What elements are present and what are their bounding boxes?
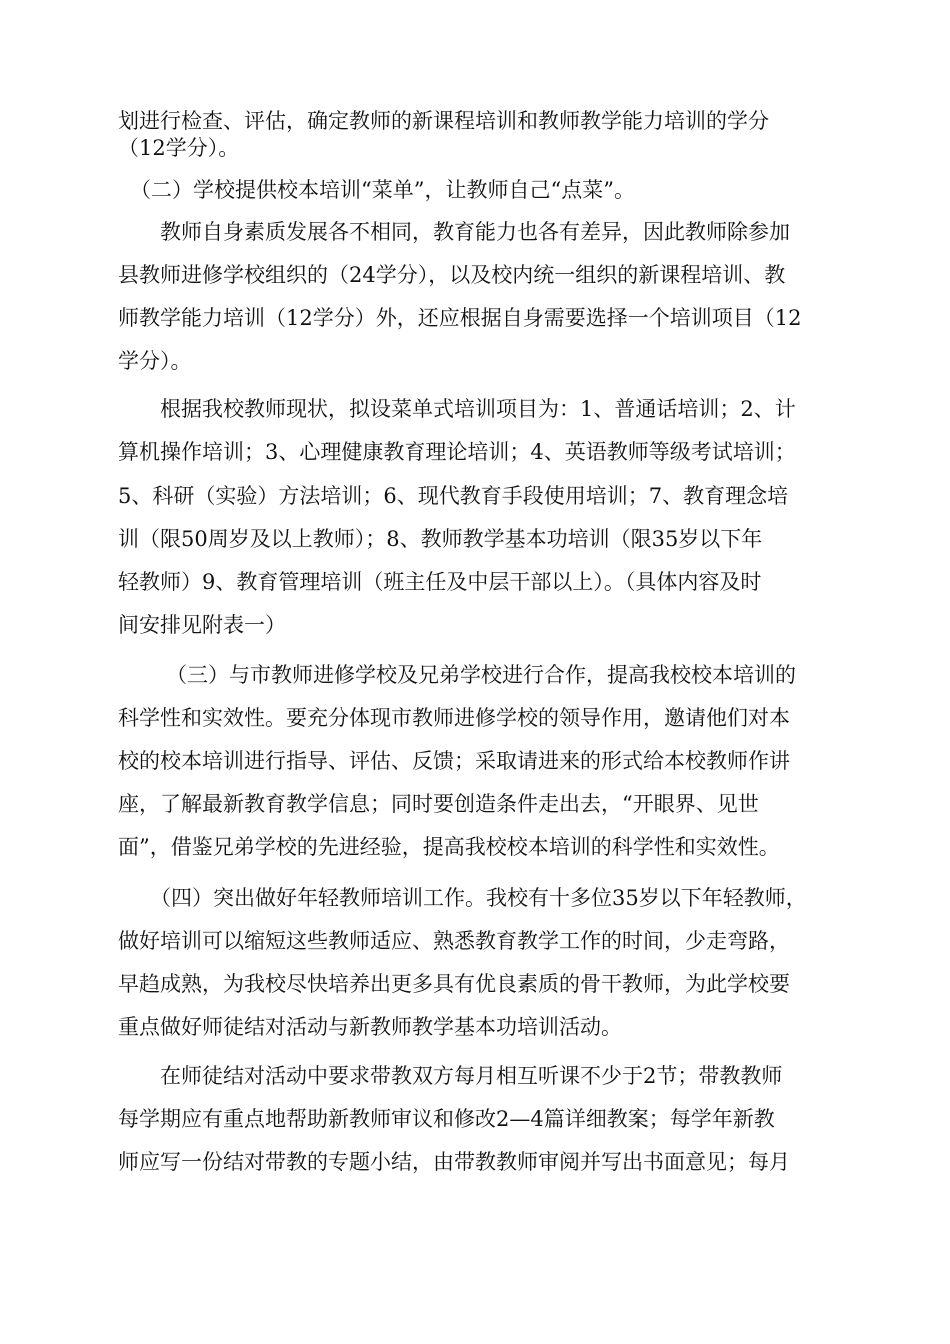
text-line: 轻教师）9、教育管理培训（班主任及中层干部以上）。（具体内容及时 (118, 570, 762, 594)
text-line: 师应写一份结对带教的专题小结，由带教教师审阅并写出书面意见；每月 (118, 1150, 790, 1174)
text-line: 座，了解最新教育教学信息；同时要创造条件走出去，“开眼界、见世 (118, 792, 759, 816)
text-line: 根据我校教师现状，拟设菜单式培训项目为：1、普通话培训；2、计 (160, 397, 796, 421)
text-line: 师教学能力培训（12学分）外，还应根据自身需要选择一个培训项目（12 (118, 306, 802, 330)
section-heading: （三）与市教师进修学校及兄弟学校进行合作，提高我校校本培训的 (166, 663, 796, 687)
section-heading: （二）学校提供校本培训“菜单”，让教师自己“点菜”。 (130, 178, 635, 202)
text-line: 面”，借鉴兄弟学校的先进经验，提高我校校本培训的科学性和实效性。 (118, 835, 780, 859)
text-line: 县教师进修学校组织的（24学分），以及校内统一组织的新课程培训、教 (118, 263, 786, 287)
text-line: 学分）。 (118, 349, 192, 373)
text-line: 教师自身素质发展各不相同，教育能力也各有差异，因此教师除参加 (160, 220, 790, 244)
text-line: 每学期应有重点地帮助新教师审议和修改2—4篇详细教案；每学年新教 (118, 1107, 775, 1131)
text-line: 科学性和实效性。要充分体现市教师进修学校的领导作用，邀请他们对本 (118, 706, 790, 730)
text-line: 做好培训可以缩短这些教师适应、熟悉教育教学工作的时间，少走弯路， (118, 929, 790, 953)
text-line: 划进行检查、评估，确定教师的新课程培训和教师教学能力培训的学分 (118, 109, 769, 133)
text-line: 5、科研（实验）方法培训；6、现代教育手段使用培训；7、教育理念培 (118, 484, 789, 508)
text-line: 在师徒结对活动中要求带教双方每月相互听课不少于2节；带教教师 (160, 1064, 783, 1088)
text-line: 训（限50周岁及以上教师）；8、教师教学基本功培训（限35岁以下年 (118, 527, 763, 551)
text-line: 重点做好师徒结对活动与新教师教学基本功培训活动。 (118, 1015, 622, 1039)
text-line: 间安排见附表一） (118, 613, 286, 637)
text-line: （12学分）。 (118, 136, 240, 160)
text-line: 算机操作培训；3、心理健康教育理论培训；4、英语教师等级考试培训； (118, 440, 796, 464)
text-line: 校的校本培训进行指导、评估、反馈；采取请进来的形式给本校教师作讲 (118, 749, 790, 773)
text-line: 早趋成熟，为我校尽快培养出更多具有优良素质的骨干教师，为此学校要 (118, 972, 790, 996)
section-heading: （四）突出做好年轻教师培训工作。我校有十多位35岁以下年轻教师， (150, 886, 807, 910)
